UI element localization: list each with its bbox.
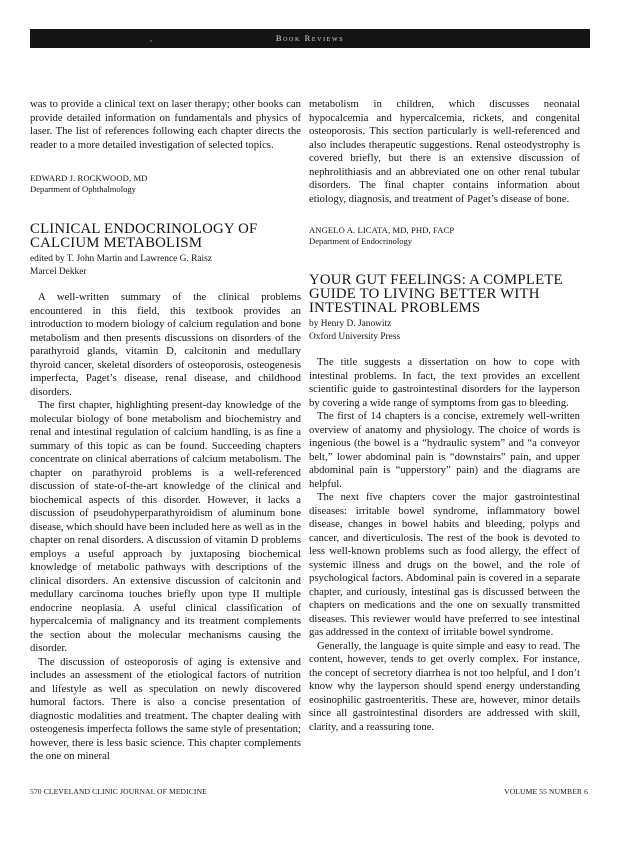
- right-column: [309, 98, 580, 734]
- review-publisher: Marcel Dekker: [30, 266, 87, 277]
- footer-volume: VOLUME 55 NUMBER 6: [504, 787, 588, 796]
- header-mark: ,: [150, 34, 152, 43]
- review-body: [30, 291, 301, 764]
- reviewer-name: ANGELO A. LICATA, MD, PHD, FACP: [309, 225, 455, 235]
- review-paragraph: A well-written summary of the clinical problems encountered in this field, this textbook provides an introduction to modern biology of calcium regulation and bone metabolism and then presents discussions on disorders of the parathyroid glands, vitamin D, calcitonin and medullary thyroid cancer, skeletal disorders of osteoporosis, osteogenesis imperfecta, Paget’s disease, renal disease, and childhood disorders.: [30, 291, 301, 398]
- running-title: Book Reviews: [275, 33, 345, 43]
- footer-journal-page: 570 CLEVELAND CLINIC JOURNAL OF MEDICINE: [30, 787, 207, 796]
- review-paragraph: The first chapter, highlighting present-day knowledge of the molecular biology of bone metabolism and biochemistry and renal and intestinal regulation of calcium handling, is as fine a summary of this topic as can be found. Succeeding chapters concentrate on clinical aberrations of calcium metabolism. The chapter on parathyroid problems is a well-referenced discussion of state-of-the-art knowledge of the clinical and biochemical aspects of this disorder. However, it lacks a discussion of pseudohyperparathyroidism of aluminum bone disease, which should have been included here as well as in the chapter on renal disorders. A discussion of vitamin D problems employs a useful approach by juxtaposing biochemical knowledge of metabolic pathways with descriptions of the clinical disorders. An extensive discussion of calcitonin and medullary carcinoma touches briefly upon type II multiple endocrine neoplasia. A useful clinical classification of hypercalcemia of malignancy and its treatment complements the section about the molecular mechanisms causing the disorder.: [30, 399, 301, 655]
- continued-paragraph: metabolism in children, which discusses neonatal hypocalcemia and hypercalcemia, rickets, and congenital osteoporosis. This section particularly is well-referenced and also includes therapeutic suggestions. Renal osteodystrophy is covered briefly, but there is an extensive discussion of nephrolithiasis and an abbreviated one on other renal tubular disorders. The final chapter contains information about etiology, diagnosis, and treatment of Paget’s disease of bone.: [309, 98, 580, 205]
- review-publisher: Oxford University Press: [309, 331, 401, 342]
- review-title: CLINICAL ENDOCRINOLOGY OF CALCIUM METABOLISM: [30, 221, 258, 251]
- review-paragraph: Generally, the language is quite simple and easy to read. The content, however, tends to get overly complex. For instance, the concept of secretory diarrhea is not too helpful, and I don’t know why the layperson should spend energy understanding eosinophilic gastroenteritis. These are, however, minor details since all gastrointestinal disorders are addressed with skill, clarity, and a reassuring tone.: [309, 639, 580, 733]
- continued-paragraph: was to provide a clinical text on laser therapy; other books can provide detailed information on fundamentals and physics of laser. The list of references following each chapter directs the reader to a more detailed investigation of selected topics.: [30, 98, 301, 151]
- review-author: by Henry D. Janowitz: [309, 319, 392, 329]
- review-paragraph: The discussion of osteoporosis of aging is extensive and includes an assessment of the etiological factors of nutrition and lifestyle as well as speculation on newly discovered humoral factors. There is also a concise presentation of diagnostic modalities and treatment. The chapter dealing with osteogenesis imperfecta follows the same style of presentation; however, there is less basic science. This chapter complements the one on mineral: [30, 655, 301, 763]
- left-column: [30, 98, 301, 764]
- review-title: YOUR GUT FEELINGS: A COMPLETE GUIDE TO LIVING BETTER WITH INTESTINAL PROBLEMS: [309, 272, 563, 316]
- reviewer-signature: [309, 225, 580, 247]
- review-paragraph: The title suggests a dissertation on how to cope with intestinal problems. In fact, the text provides an excellent scientific guide to gastrointestinal disorders for the layperson by covering a wide range of symptoms from gas to bleeding.: [309, 356, 580, 409]
- previous-reviewer-signature: [30, 173, 301, 195]
- review-paragraph: The next five chapters cover the major gastrointestinal diseases: irritable bowel syndrome, inflammatory bowel disease, changes in bowel habits and bleeding, polyps and cancer, and diverticulosis. The rest of the book is devoted to less well-known problems such as food allergy, the effect of systemic illness and drugs on the bowel, and the role of psychological factors. Abdominal pain is covered in a separate chapter, and curiously, intestinal gas is discussed between the chapters on medications and the one on sexually transmitted diseases. This reviewer would have preferred to see intestinal gas addressed in the context of irritable bowel syndrome.: [309, 491, 580, 639]
- review-editors: edited by T. John Martin and Lawrence G. Raisz: [30, 254, 212, 264]
- reviewer-name: EDWARD J. ROCKWOOD, MD: [30, 173, 148, 183]
- running-header-bar: [30, 29, 590, 48]
- review-body: [309, 356, 580, 734]
- review-paragraph: The first of 14 chapters is a concise, extremely well-written overview of anatomy and physiology. The choice of words is ingenious (the bowel is a “hydraulic system” and “a conveyor belt,” lower abdominal pain is “downstairs” pain, and upper abdominal pain is “upperstory” pain) and the diagrams are helpful.: [309, 410, 580, 490]
- reviewer-department: Department of Ophthalmology: [30, 184, 136, 194]
- reviewer-department: Department of Endocrinology: [309, 236, 413, 246]
